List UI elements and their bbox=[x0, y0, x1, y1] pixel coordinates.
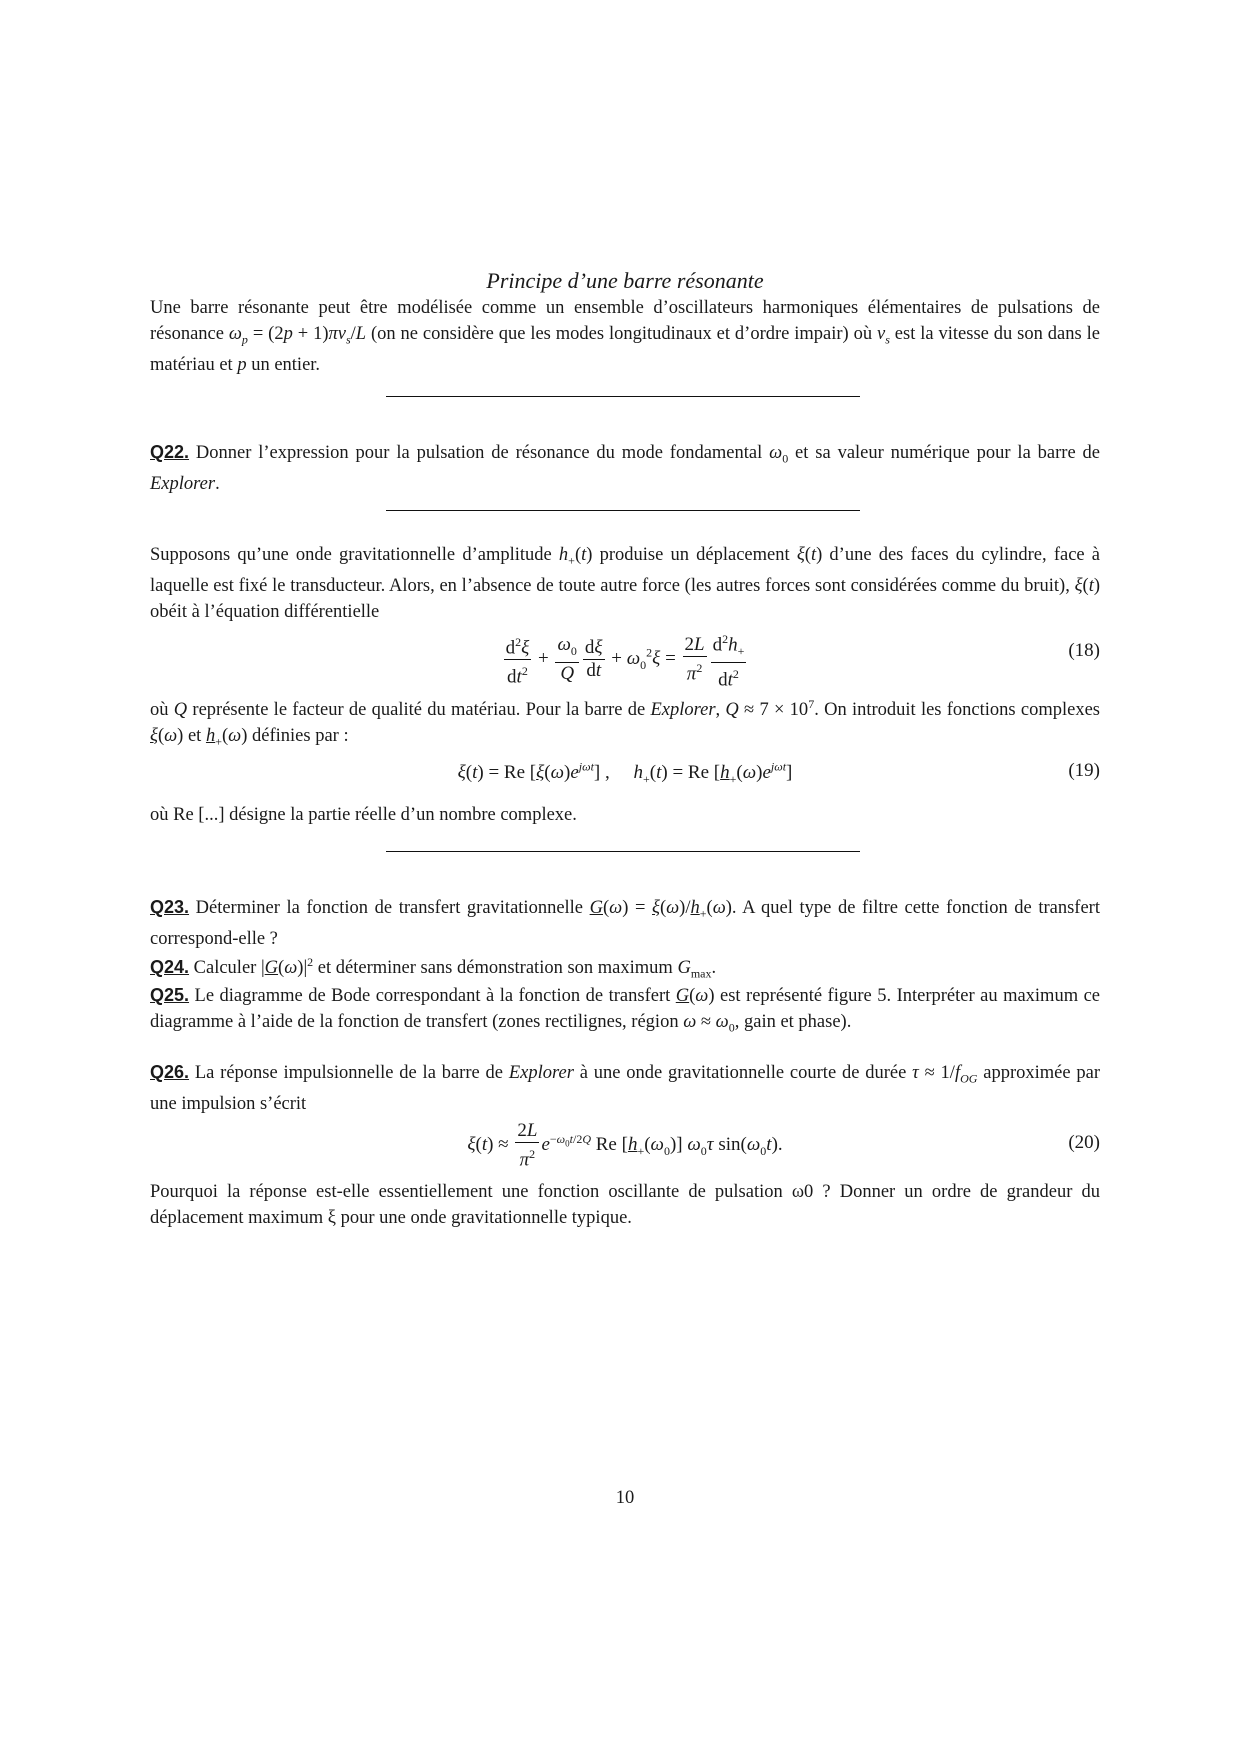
q22-label: Q22. bbox=[150, 442, 190, 462]
xi-t-1: ξ(t) bbox=[796, 545, 823, 565]
q26-text-2: à une onde gravitationnelle courte de durée bbox=[573, 1063, 913, 1083]
eq18-frac-4: $\frac{2L}{\pi^2}$ bbox=[684, 634, 705, 685]
h-plus-t: $h_+(t)$ bbox=[558, 545, 593, 568]
eq18-plus: + bbox=[538, 648, 549, 670]
equation-18-body bbox=[150, 628, 1100, 691]
eq20-frac: $\frac{2L}{\pi^2}$ bbox=[517, 1120, 538, 1171]
intro-text-3: est la vitesse du son dans le matériau et bbox=[150, 323, 1100, 375]
wave-text-4: obéit à l’équation différentielle bbox=[150, 601, 380, 622]
eq18-middle: + $\omega_0^2\xi$ = bbox=[611, 645, 676, 672]
q26-label: Q26. bbox=[150, 1062, 190, 1082]
equation-19-body bbox=[150, 760, 1100, 787]
q22-text-1: Donner l’expression pour la pulsation de résonance du mode fondamental bbox=[189, 443, 770, 463]
quality-paragraph bbox=[150, 692, 1100, 755]
q23-label: Q23. bbox=[150, 897, 190, 917]
q23-text-1: Déterminer la fonction de transfert gravitationnelle bbox=[189, 898, 590, 918]
quality-text-4: . On introduit les fonctions complexes bbox=[814, 700, 1100, 721]
question-q24 bbox=[150, 950, 1100, 987]
equation-20-body bbox=[150, 1120, 1100, 1171]
p-symbol: p bbox=[237, 354, 247, 375]
q24-text-2: et déterminer sans démonstration son maximum bbox=[313, 958, 678, 979]
g-modulus-squared: $|G(\omega)|^2$ bbox=[260, 955, 314, 979]
q26-text-3: approximée par une impulsion s’écrit bbox=[150, 1063, 1100, 1115]
eq20-lhs: ξ(t) ≈ bbox=[467, 1134, 509, 1156]
eq19-right: $h_+(t) = Re$ $[h_+(\omega)e^{j\omega t}]$ bbox=[633, 760, 793, 787]
intro-text-2: (on ne considère que les modes longitudinaux et d’ordre impair) où bbox=[366, 323, 878, 344]
question-q23 bbox=[150, 895, 1100, 953]
tau-approx: $\tau \approx 1/f_{OG}$ bbox=[912, 1063, 978, 1086]
omega-p-formula: $\omega_p = (2p + 1)\pi v_s/L$ bbox=[228, 323, 367, 347]
xi-t-2: ξ(t) bbox=[1074, 576, 1100, 597]
transfer-function: $G(\omega) = \xi(\omega)/h_+(\omega)$ bbox=[589, 898, 732, 921]
eq18-frac-2: $\frac{\omega_0}{Q}$ bbox=[557, 634, 577, 685]
section-title: Principe d’une barre résonante bbox=[486, 268, 764, 293]
equation-18 bbox=[150, 628, 1100, 691]
separator-rule-1 bbox=[386, 396, 860, 397]
q25-text-2: est représenté figure 5. Interpréter au maximum ce diagramme à l’aide de la fonction de transfert (zones rectilignes, région bbox=[150, 986, 1100, 1032]
separator-rule-3 bbox=[386, 851, 860, 852]
explorer-name-3: Explorer bbox=[508, 1063, 574, 1083]
intro-paragraph bbox=[150, 296, 1100, 378]
wave-text-1: Supposons qu’une onde gravitationnelle d’amplitude bbox=[150, 545, 559, 565]
quality-text-2: représente le facteur de qualité du matériau. Pour la barre de bbox=[187, 700, 651, 721]
quality-text-6: définies par : bbox=[247, 725, 349, 746]
h-plus-omega: $h_+(\omega)$ bbox=[205, 725, 248, 749]
re-definition: où Re [...] désigne la partie réelle d’un nombre complexe. bbox=[150, 805, 577, 825]
equation-19 bbox=[150, 760, 1100, 788]
quality-text-1: où bbox=[150, 700, 174, 721]
eq18-frac-3: $\frac{d\xi}{dt}$ bbox=[584, 637, 603, 682]
q22-text-2: et sa valeur numérique pour la barre de bbox=[788, 443, 1100, 463]
quality-text-3: , bbox=[715, 700, 726, 721]
equation-19-number: (19) bbox=[1068, 760, 1100, 781]
q-value: $Q \approx 7 \times 10^7$ bbox=[725, 697, 815, 721]
quality-text-5: et bbox=[183, 725, 206, 746]
q22-text-3: . bbox=[215, 474, 220, 495]
intro-text-1: Une barre résonante peut être modélisée comme un ensemble d’oscillateurs harmoniques élémentaires de pulsations de résonance bbox=[150, 298, 1100, 344]
q24-label: Q24. bbox=[150, 957, 190, 978]
q23-text-2: . A quel type de filtre cette fonction de transfert correspond-elle ? bbox=[150, 898, 1100, 950]
q-symbol: Q bbox=[173, 700, 188, 721]
document-page bbox=[150, 0, 1100, 1754]
q25-text-3: , gain et phase). bbox=[734, 1011, 852, 1032]
question-q25 bbox=[150, 983, 1100, 1041]
q25-label: Q25. bbox=[150, 985, 190, 1005]
eq18-frac-5: $\frac{d^2h_+}{dt^2}$ bbox=[711, 628, 747, 691]
wave-paragraph bbox=[150, 543, 1100, 625]
omega0-symbol: $\omega_0$ bbox=[769, 443, 789, 466]
equation-20-number: (20) bbox=[1068, 1132, 1100, 1153]
g-omega: G(ω) bbox=[675, 986, 715, 1006]
equation-18-number: (18) bbox=[1068, 640, 1100, 661]
q25-text-1: Le diagramme de Bode correspondant à la fonction de transfert bbox=[189, 986, 676, 1006]
vs-symbol: $v_s$ bbox=[877, 323, 890, 347]
eq20-rest: Re $[h_+(\omega_0)]$ $\omega_0\tau$ $\sin(\omega_0t)$. bbox=[595, 1134, 783, 1158]
equation-20 bbox=[150, 1120, 1100, 1172]
omega-approx-omega0: $\omega \approx \omega_0$ bbox=[683, 1011, 735, 1035]
wave-text-2: produise un déplacement bbox=[592, 545, 797, 565]
q24-text-1: Calculer bbox=[189, 958, 261, 979]
final-paragraph: Pourquoi la réponse est-elle essentiellement une fonction oscillante de pulsation ω0 ? Donner un ordre de grandeur du déplacement maximum ξ pour une onde gravitationnelle typique. bbox=[150, 1182, 1100, 1228]
explorer-name-2: Explorer bbox=[650, 700, 716, 721]
q26-text-1: La réponse impulsionnelle de la barre de bbox=[189, 1063, 509, 1083]
g-max: $G_{max}$ bbox=[677, 958, 712, 981]
page-number: 10 bbox=[615, 1488, 635, 1508]
xi-omega: ξ(ω) bbox=[150, 725, 184, 746]
explorer-name: Explorer bbox=[150, 474, 216, 495]
intro-text-4: un entier. bbox=[246, 354, 321, 375]
question-q26 bbox=[150, 1060, 1100, 1118]
eq19-left: ξ(t) = Re $[\xi(\omega)e^{j\omega t}]$ , bbox=[457, 760, 610, 784]
eq18-frac-1: $\frac{d^2\xi}{dt^2}$ bbox=[504, 631, 532, 689]
question-q22 bbox=[150, 440, 1100, 498]
eq20-exponential: $e^{-\omega_0t/2Q}$ bbox=[541, 1131, 591, 1156]
wave-text-3: d’une des faces du cylindre, face à laquelle est fixé le transducteur. Alors, en l’absence de toute autre force (les autres forces sont considérées comme du bruit), bbox=[150, 545, 1101, 597]
q24-text-3: . bbox=[711, 958, 717, 979]
separator-rule-2 bbox=[386, 510, 860, 511]
